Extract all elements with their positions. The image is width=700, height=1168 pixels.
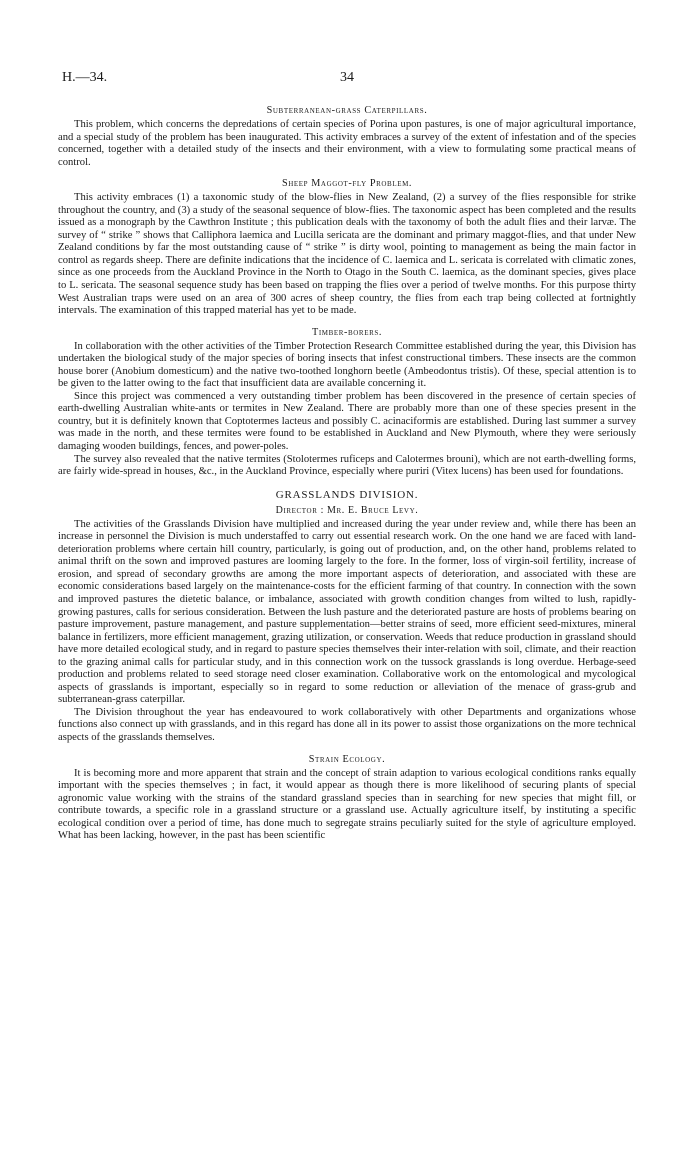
paragraph: The survey also revealed that the native termites (Stolotermes ruficeps and Calotermes brouni), which are not earth-dwelling forms, are fairly wide-spread in houses, &c., in the Auckland Province, especially where puriri (Vitex lucens) has been used for foundations. <box>58 453 636 478</box>
document-reference: H.—34. <box>62 70 108 85</box>
paragraph: The activities of the Grasslands Division have multiplied and increased during the year under review and, while there has been an increase in personnel the Division is much understaffed to carry out essential research work. On the one hand we are faced with land-deterioration problems where certain hill country, particularly, is going out of production, and, on the other hand, problems related to animal thrift on the sown and improved pastures are looming largely to the fore. In the former, loss of virgin-soil fertility, increase of erosion, and spread of secondary growths are among the more important aspects of deterioration, and associated with these are economic considerations based largely on the maintenance-costs for the efficient farming of that country. In connection with the sown and improved pastures the dietetic balance, or imbalance, associated with growth condition changes from wilted to lush, rapidly-growing pastures, calls for serious consideration. Between the lush pasture and the deteriorated pasture are hosts of problems bearing on pasture improvement, pasture management, and pasture supplementation—better strains of seed, more efficient seed-mixtures, mineral balance in fertilizers, more efficient management, grazing utilization, or conservation. Weeds that reduce production in grassland should have more detailed ecological study, and in regard to pasture species themselves their inter-relation with soil, climate, and their reaction to the grazing animal calls for particular study, and in this connection work on the tussock grasslands is long overdue. Herbage-seed production and problems related to seed storage need closer examination. Collaborative work on the entomological and mycological aspects of grasslands is important, especially so in regard to some reduction or alleviation of the menace of grass-grub and subterranean-grass caterpillar. <box>58 518 636 706</box>
paragraph: It is becoming more and more apparent that strain and the concept of strain adaption to various ecological conditions ranks equally important with the species themselves ; in fact, it would appear as though there is more likelihood of securing plants of special agronomic value working with the strains of the standard grassland species than in searching for new species that might fill, or contribute towards, a specific role in a grassland structure or a grassland use. Actually agriculture itself, by instituting a specific ecological condition over a period of time, has done much to segregate strains peculiarly suited for the style of agriculture employed. What has been lacking, however, in the past has been scientific <box>58 767 636 842</box>
paragraph: This problem, which concerns the depredations of certain species of Porina upon pastures, is one of major agricultural importance, and a special study of the problem has been inaugurated. This activity embraces a survey of the extent of infestation and of the species concerned, together with a detailed study of the insects and their environment, with a view to formulating some practical means of control. <box>58 119 636 168</box>
paragraph: The Division throughout the year has endeavoured to work collaboratively with other Departments and organizations whose functions also connect up with grasslands, and in this regard has done all in its power to assist those organizations on the more technical aspects of the grasslands themselves. <box>58 706 636 743</box>
document-page <box>58 70 636 843</box>
page-number: 34 <box>340 70 354 85</box>
paragraph: Since this project was commenced a very outstanding timber problem has been discovered in the presence of certain species of earth-dwelling Australian white-ants or termites in New Zealand. There are probably more than one of these species present in the country, but it is definitely known that Coptotermes lacteus and possibly C. acinaciformis are established. During last summer a survey was made in the north, and these termites were found to be established in Auckland and New Plymouth, where they were seriously damaging wooden buildings, fences, and power-poles. <box>58 390 636 453</box>
section-heading-timber-borers: Timber-borers. <box>312 326 382 338</box>
section-heading-maggot-fly: Sheep Maggot-fly Problem. <box>281 178 413 190</box>
section-heading-caterpillars: Subterranean-grass Caterpillars. <box>266 105 428 116</box>
division-heading-grasslands: GRASSLANDS DIVISION. <box>275 488 419 501</box>
paragraph: This activity embraces (1) a taxonomic study of the blow-flies in New Zealand, (2) a survey of the flies responsible for strike throughout the country, and (3) a study of the seasonal sequence of blow-flies. The taxonomic aspect has been completed and the results issued as a monograph by the Cawthron Institute ; this publication deals with the taxonomy of both the adult flies and their larvæ. The survey of “ strike ” shows that Calliphora laemica and Lucilla sericata are the dominant and primary maggot-flies, and that under New Zealand conditions by far the most outstanding cause of “ strike ” is dirty wool, pointing to management as being the main factor in control as regards sheep. There are definite indications that the incidence of C. laemica and L. sericata is correlated with climatic zones, since as one proceeds from the Auckland Province in the North to Otago in the South C. laemica, as the dominant species, gives place to L. sericata. The seasonal sequence study has been based on trapping the flies over a period of twelve months. For this purpose thirty West Australian traps were used on an area of 300 acres of sheep country, the flies from each trap being collected at fortnightly intervals. The examination of this trapped material has yet to be made. <box>58 192 636 317</box>
division-director: Director : Mr. E. Bruce Levy. <box>275 504 419 516</box>
section-heading-strain-ecology: Strain Ecology. <box>308 753 386 765</box>
page-header <box>58 70 636 96</box>
paragraph: In collaboration with the other activities of the Timber Protection Research Committee established during the year, this Division has undertaken the biological study of the major species of boring insects that infest constructional timbers. These insects are the common house borer (Anobium domesticum) and the native two-toothed longhorn beetle (Ambeodontus tristis). Of these, special attention is to be given to the latter owing to the fact that insufficient data are available concerning it. <box>58 340 636 390</box>
